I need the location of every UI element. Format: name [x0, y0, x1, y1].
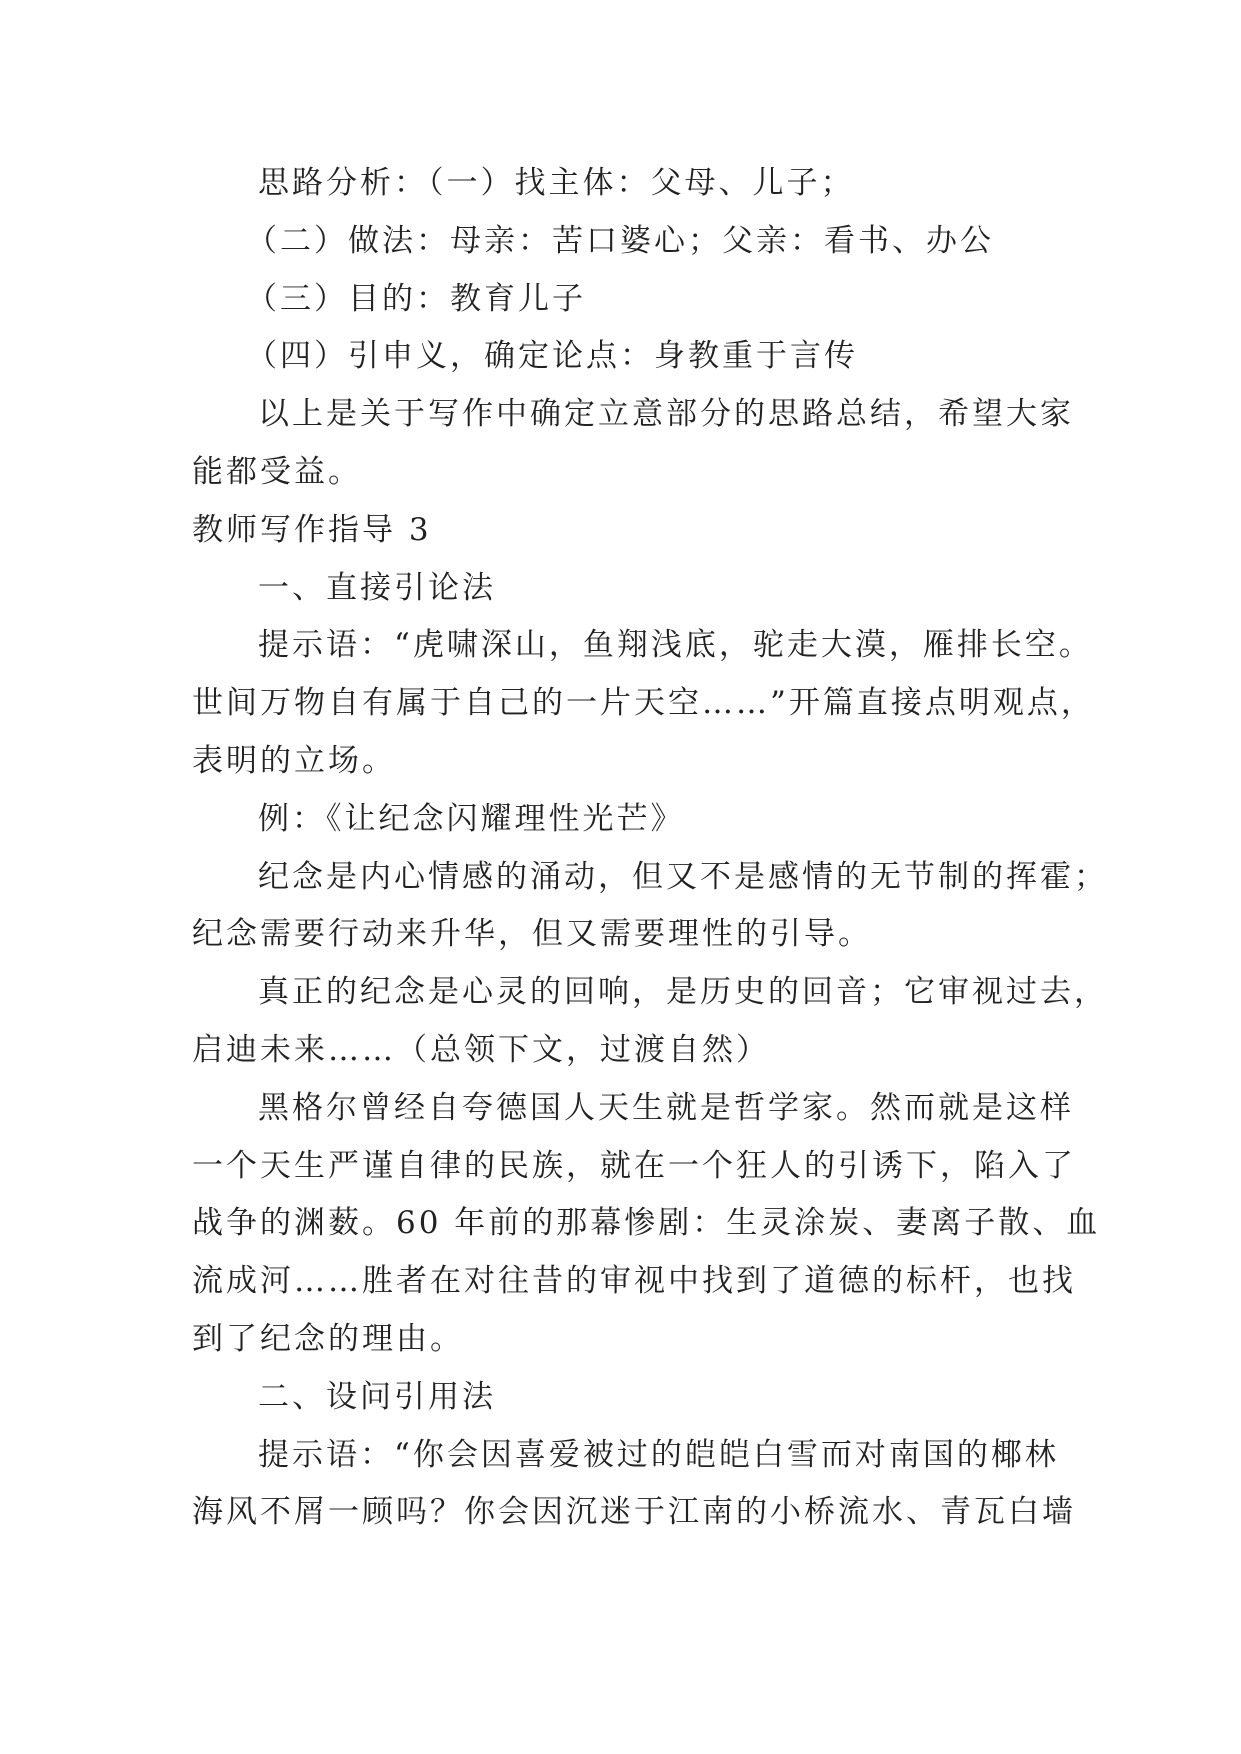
document-body	[192, 155, 1108, 1542]
example-paragraph-1-line-1: 纪念是内心情感的涌动，但又不是感情的无节制的挥霍；	[258, 858, 1108, 895]
example-paragraph-3-line-3: 战争的渊薮。60 年前的那幕惨剧：生灵涂炭、妻离子散、血	[192, 1205, 1101, 1242]
example-title: 例：《让纪念闪耀理性光芒》	[258, 800, 685, 837]
example-paragraph-2-line-2: 启迪未来……（总领下文，过渡自然）	[192, 1031, 770, 1068]
summary-paragraph-line-1: 以上是关于写作中确定立意部分的思路总结，希望大家	[258, 396, 1074, 433]
analysis-line-3: （三）目的：教育儿子	[246, 280, 586, 317]
example-paragraph-3-line-5: 到了纪念的理由。	[192, 1320, 464, 1357]
example-paragraph-1-line-2: 纪念需要行动来升华，但又需要理性的引导。	[192, 916, 872, 953]
analysis-line-4: （四）引申义，确定论点：身教重于言传	[246, 338, 858, 375]
section-title: 教师写作指导 3	[192, 511, 432, 548]
prompt-paragraph-1-line-2: 世间万物自有属于自己的一片天空……”开篇直接点明观点，	[192, 685, 1095, 722]
example-paragraph-3-line-4: 流成河……胜者在对往昔的审视中找到了道德的标杆，也找	[192, 1263, 1076, 1300]
summary-paragraph-line-2: 能都受益。	[192, 453, 362, 490]
example-paragraph-2-line-1: 真正的纪念是心灵的回响，是历史的回音；它审视过去，	[258, 974, 1108, 1011]
prompt-paragraph-2-line-1: 提示语：“你会因喜爱被过的皑皑白雪而对南国的椰林	[258, 1436, 1059, 1473]
analysis-line-1: 思路分析：（一）找主体：父母、儿子；	[258, 165, 855, 201]
prompt-paragraph-1-line-1: 提示语：“虎啸深山，鱼翔浅底，驼走大漠，雁排长空。	[258, 627, 1093, 664]
example-paragraph-3-line-1: 黑格尔曾经自夸德国人天生就是哲学家。然而就是这样	[258, 1089, 1074, 1126]
example-paragraph-3-line-2: 一个天生严谨自律的民族，就在一个狂人的引诱下，陷入了	[192, 1147, 1076, 1184]
method-heading-2: 二、设问引用法	[258, 1378, 496, 1415]
prompt-paragraph-2-line-2: 海风不屑一顾吗？你会因沉迷于江南的小桥流水、青瓦白墙	[192, 1494, 1076, 1531]
prompt-paragraph-1-line-3: 表明的立场。	[192, 742, 396, 779]
analysis-line-2: （二）做法：母亲：苦口婆心；父亲：看书、办公	[246, 222, 994, 259]
method-heading-1: 一、直接引论法	[258, 569, 496, 606]
